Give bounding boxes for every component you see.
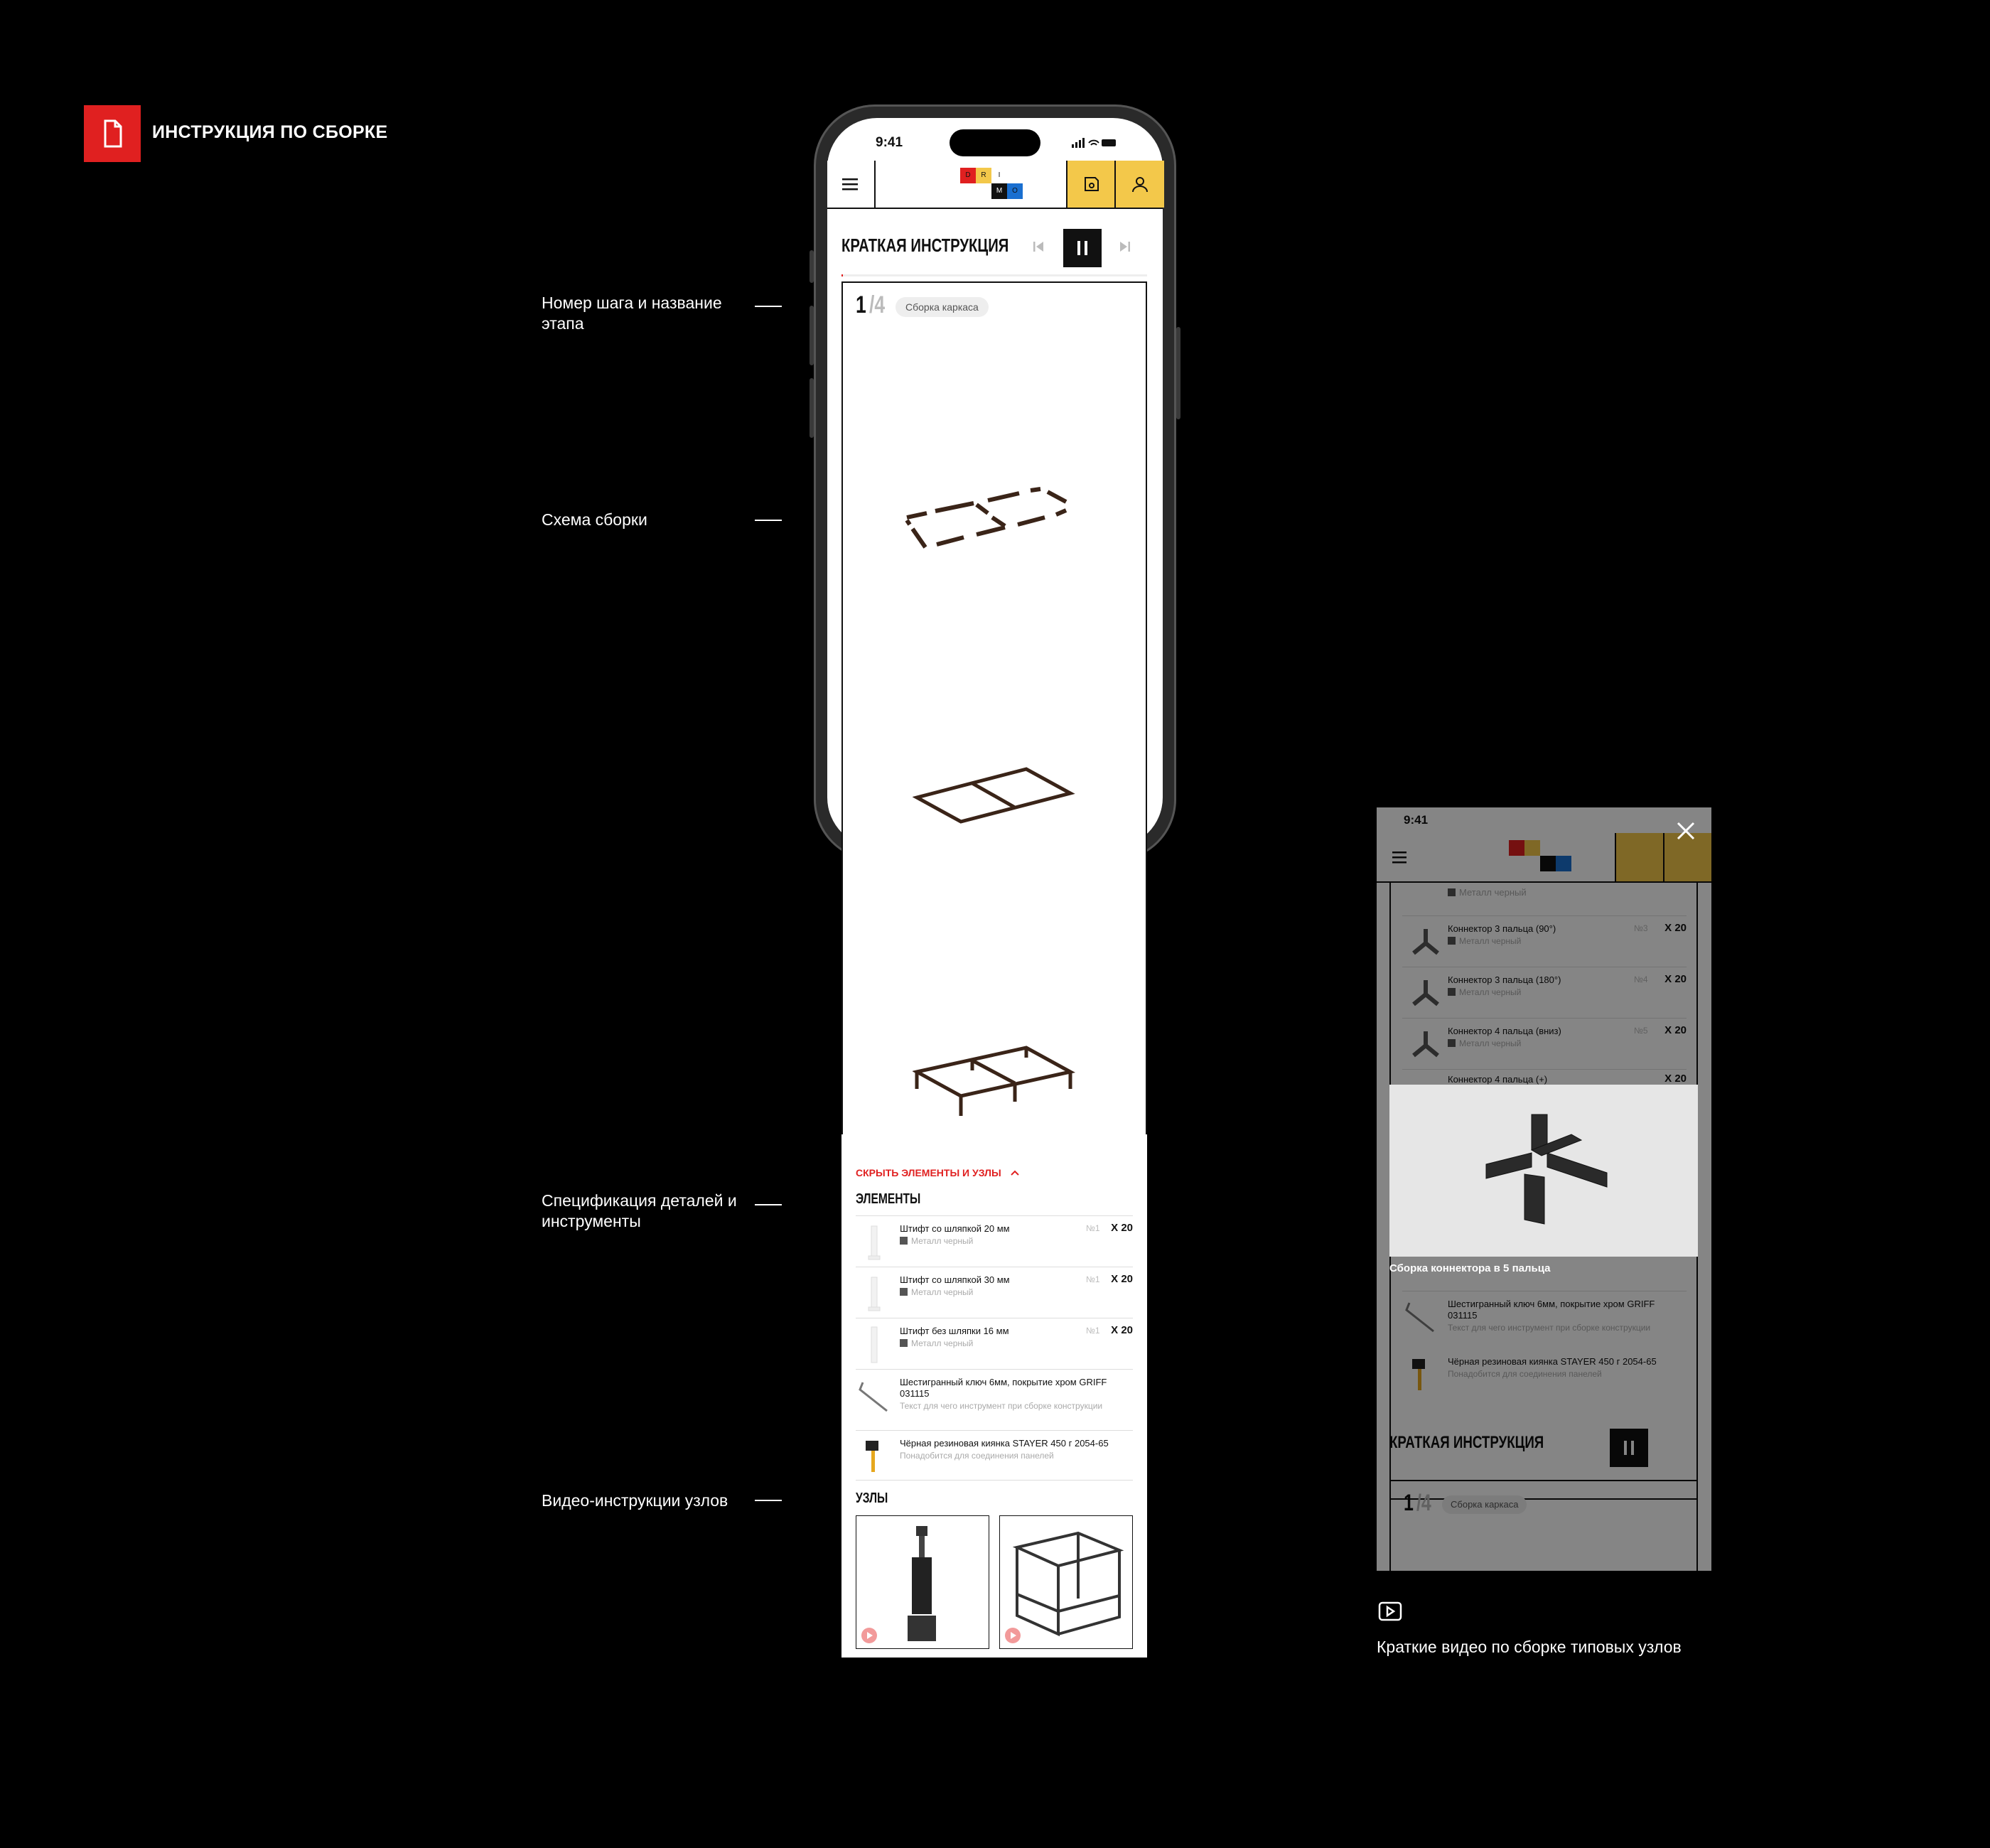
app-header bbox=[827, 161, 1163, 209]
save-button[interactable] bbox=[1066, 161, 1116, 208]
annotation-line bbox=[755, 1204, 782, 1205]
overlay-tool-desc: Текст для чего инструмент при сборке конструкции bbox=[1448, 1323, 1651, 1333]
overlay-item-name: Коннектор 4 пальца (вниз) bbox=[1448, 1026, 1561, 1036]
instruction-title: КРАТКАЯ ИНСТРУКЦИЯ bbox=[841, 235, 1009, 256]
overlay-item-material: Металл черный bbox=[1448, 987, 1521, 997]
element-material: Металл черный bbox=[900, 1287, 1113, 1297]
logo-letter: D bbox=[960, 168, 976, 183]
menu-button[interactable] bbox=[827, 161, 876, 208]
overlay-item-qty: X 20 bbox=[1664, 1073, 1687, 1085]
annotation-scheme: Схема сборки bbox=[542, 510, 647, 529]
frame-assembled-diagram bbox=[913, 761, 1076, 832]
overlay-item-qty: X 20 bbox=[1664, 1024, 1687, 1036]
dynamic-island bbox=[950, 129, 1040, 156]
overlay-tool-name: Чёрная резиновая киянка STAYER 450 г 2054-65 bbox=[1448, 1356, 1657, 1367]
pin-icon bbox=[866, 1222, 883, 1262]
stage-tag: Сборка каркаса bbox=[896, 297, 989, 317]
element-row[interactable] bbox=[856, 1215, 1133, 1266]
color-swatch bbox=[900, 1288, 908, 1296]
element-name: Штифт без шляпки 16 мм bbox=[900, 1326, 1009, 1336]
toggle-elements-label: СКРЫТЬ ЭЛЕМЕНТЫ И УЗЛЫ bbox=[856, 1167, 1001, 1178]
logo-letter: M bbox=[991, 183, 1007, 199]
overlay-item-material: Металл черный bbox=[1448, 936, 1521, 946]
progress-fill bbox=[841, 274, 843, 276]
color-swatch bbox=[900, 1237, 908, 1245]
hamburger-icon bbox=[842, 177, 859, 191]
annotation-video: Видео-инструкции узлов bbox=[542, 1491, 728, 1510]
element-name: Штифт со шляпкой 30 мм bbox=[900, 1274, 1010, 1285]
progress-track bbox=[841, 274, 1147, 276]
element-code: №1 bbox=[1086, 1274, 1100, 1284]
video-caption-right: Краткие видео по сборке типовых узлов bbox=[1377, 1638, 1682, 1656]
tool-row[interactable] bbox=[856, 1430, 1133, 1481]
logo[interactable] bbox=[957, 168, 1023, 200]
divider bbox=[856, 1480, 1133, 1481]
overlay-item-name: Коннектор 3 пальца (90°) bbox=[1448, 923, 1556, 934]
tool-row[interactable] bbox=[856, 1369, 1133, 1429]
step-card bbox=[841, 281, 1147, 1134]
video-overlay-screen bbox=[1377, 807, 1711, 1571]
tool-desc: Понадобится для соединения панелей bbox=[900, 1451, 1054, 1461]
overlay-item-material: Металл черный bbox=[1448, 887, 1527, 898]
overlay-item-code: №3 bbox=[1634, 923, 1648, 933]
logo-letter: I bbox=[991, 168, 1007, 183]
element-qty: X 20 bbox=[1111, 1324, 1133, 1336]
annotation-line bbox=[755, 306, 782, 307]
nodes-heading: УЗЛЫ bbox=[856, 1490, 888, 1506]
node-video-card[interactable] bbox=[856, 1515, 989, 1649]
annotation-line bbox=[755, 520, 782, 521]
tool-name: Чёрная резиновая киянка STAYER 450 г 2054-65 bbox=[900, 1438, 1109, 1449]
pause-button[interactable] bbox=[1063, 229, 1102, 267]
play-icon bbox=[861, 1627, 878, 1644]
element-material: Металл черный bbox=[900, 1236, 1113, 1246]
element-qty: X 20 bbox=[1111, 1273, 1133, 1285]
element-code: №1 bbox=[1086, 1223, 1100, 1233]
mallet-icon bbox=[863, 1438, 891, 1473]
overlay-status-time: 9:41 bbox=[1404, 813, 1429, 827]
color-swatch bbox=[900, 1339, 908, 1347]
profile-button[interactable] bbox=[1114, 161, 1164, 208]
element-row[interactable] bbox=[856, 1267, 1133, 1317]
annotation-spec: Спецификация деталей и инструменты bbox=[542, 1191, 737, 1230]
status-time: 9:41 bbox=[876, 135, 903, 150]
tool-desc: Текст для чего инструмент при сборке конструкции bbox=[900, 1401, 1103, 1411]
logo-letter: O bbox=[1007, 183, 1023, 199]
tool-name: Шестигранный ключ 6мм, покрытие хром GRIFF 031115 bbox=[900, 1377, 1107, 1399]
overlay-item-material: Металл черный bbox=[1448, 1038, 1521, 1048]
document-icon bbox=[84, 105, 141, 162]
element-name: Штифт со шляпкой 20 мм bbox=[900, 1223, 1010, 1234]
hex-key-icon bbox=[859, 1378, 893, 1414]
previous-icon[interactable] bbox=[1032, 240, 1045, 253]
frame-with-legs-diagram bbox=[913, 1039, 1076, 1124]
overlay-bottom-title: КРАТКАЯ ИНСТРУКЦИЯ bbox=[1389, 1433, 1544, 1452]
logo-letter: R bbox=[976, 168, 991, 183]
elements-heading: ЭЛЕМЕНТЫ bbox=[856, 1191, 921, 1207]
play-icon bbox=[1004, 1627, 1021, 1644]
pin-icon bbox=[866, 1273, 883, 1313]
toggle-elements-button[interactable] bbox=[856, 1167, 1020, 1178]
next-icon[interactable] bbox=[1119, 240, 1131, 253]
overlay-item-name: Коннектор 3 пальца (180°) bbox=[1448, 974, 1561, 985]
step-number: 1 /4 bbox=[856, 291, 886, 318]
overlay-tool-desc: Понадобится для соединения панелей bbox=[1448, 1369, 1602, 1379]
frame-exploded-diagram bbox=[898, 476, 1090, 562]
elements-list bbox=[856, 1215, 1133, 1486]
overlay-item-code: №4 bbox=[1634, 974, 1648, 984]
page-title: ИНСТРУКЦИЯ ПО СБОРКЕ bbox=[152, 122, 388, 142]
overlay-step-number: 1 /4 bbox=[1404, 1490, 1431, 1515]
pause-icon bbox=[1063, 229, 1102, 267]
overlay-item-qty: X 20 bbox=[1664, 973, 1687, 985]
chevron-up-icon bbox=[1010, 1169, 1020, 1176]
node-video-card[interactable] bbox=[999, 1515, 1133, 1649]
save-icon bbox=[1082, 175, 1101, 193]
status-icons bbox=[1072, 137, 1117, 149]
element-code: №1 bbox=[1086, 1326, 1100, 1336]
video-icon bbox=[1378, 1601, 1402, 1622]
phone-side-button bbox=[1176, 327, 1180, 419]
annotation-step: Номер шага и название этапа bbox=[542, 294, 722, 333]
overlay-item-qty: X 20 bbox=[1664, 922, 1687, 934]
element-row[interactable] bbox=[856, 1318, 1133, 1368]
element-material: Металл черный bbox=[900, 1338, 1113, 1348]
video-player[interactable] bbox=[1389, 1085, 1698, 1257]
overlay-item-name: Коннектор 4 пальца (+) bbox=[1448, 1074, 1548, 1085]
annotation-line bbox=[755, 1500, 782, 1501]
user-icon bbox=[1131, 175, 1149, 193]
overlay-tool-name: Шестигранный ключ 6мм, покрытие хром GRIFF 031115 bbox=[1448, 1299, 1655, 1321]
close-icon[interactable] bbox=[1675, 820, 1696, 842]
five-finger-connector-image bbox=[1389, 1085, 1698, 1257]
element-qty: X 20 bbox=[1111, 1222, 1133, 1234]
document-badge bbox=[84, 105, 141, 162]
video-caption: Сборка коннектора в 5 пальца bbox=[1389, 1262, 1551, 1274]
overlay-stage-tag: Сборка каркаса bbox=[1442, 1495, 1527, 1514]
overlay-item-code: №5 bbox=[1634, 1026, 1648, 1036]
pin-icon bbox=[866, 1324, 883, 1364]
